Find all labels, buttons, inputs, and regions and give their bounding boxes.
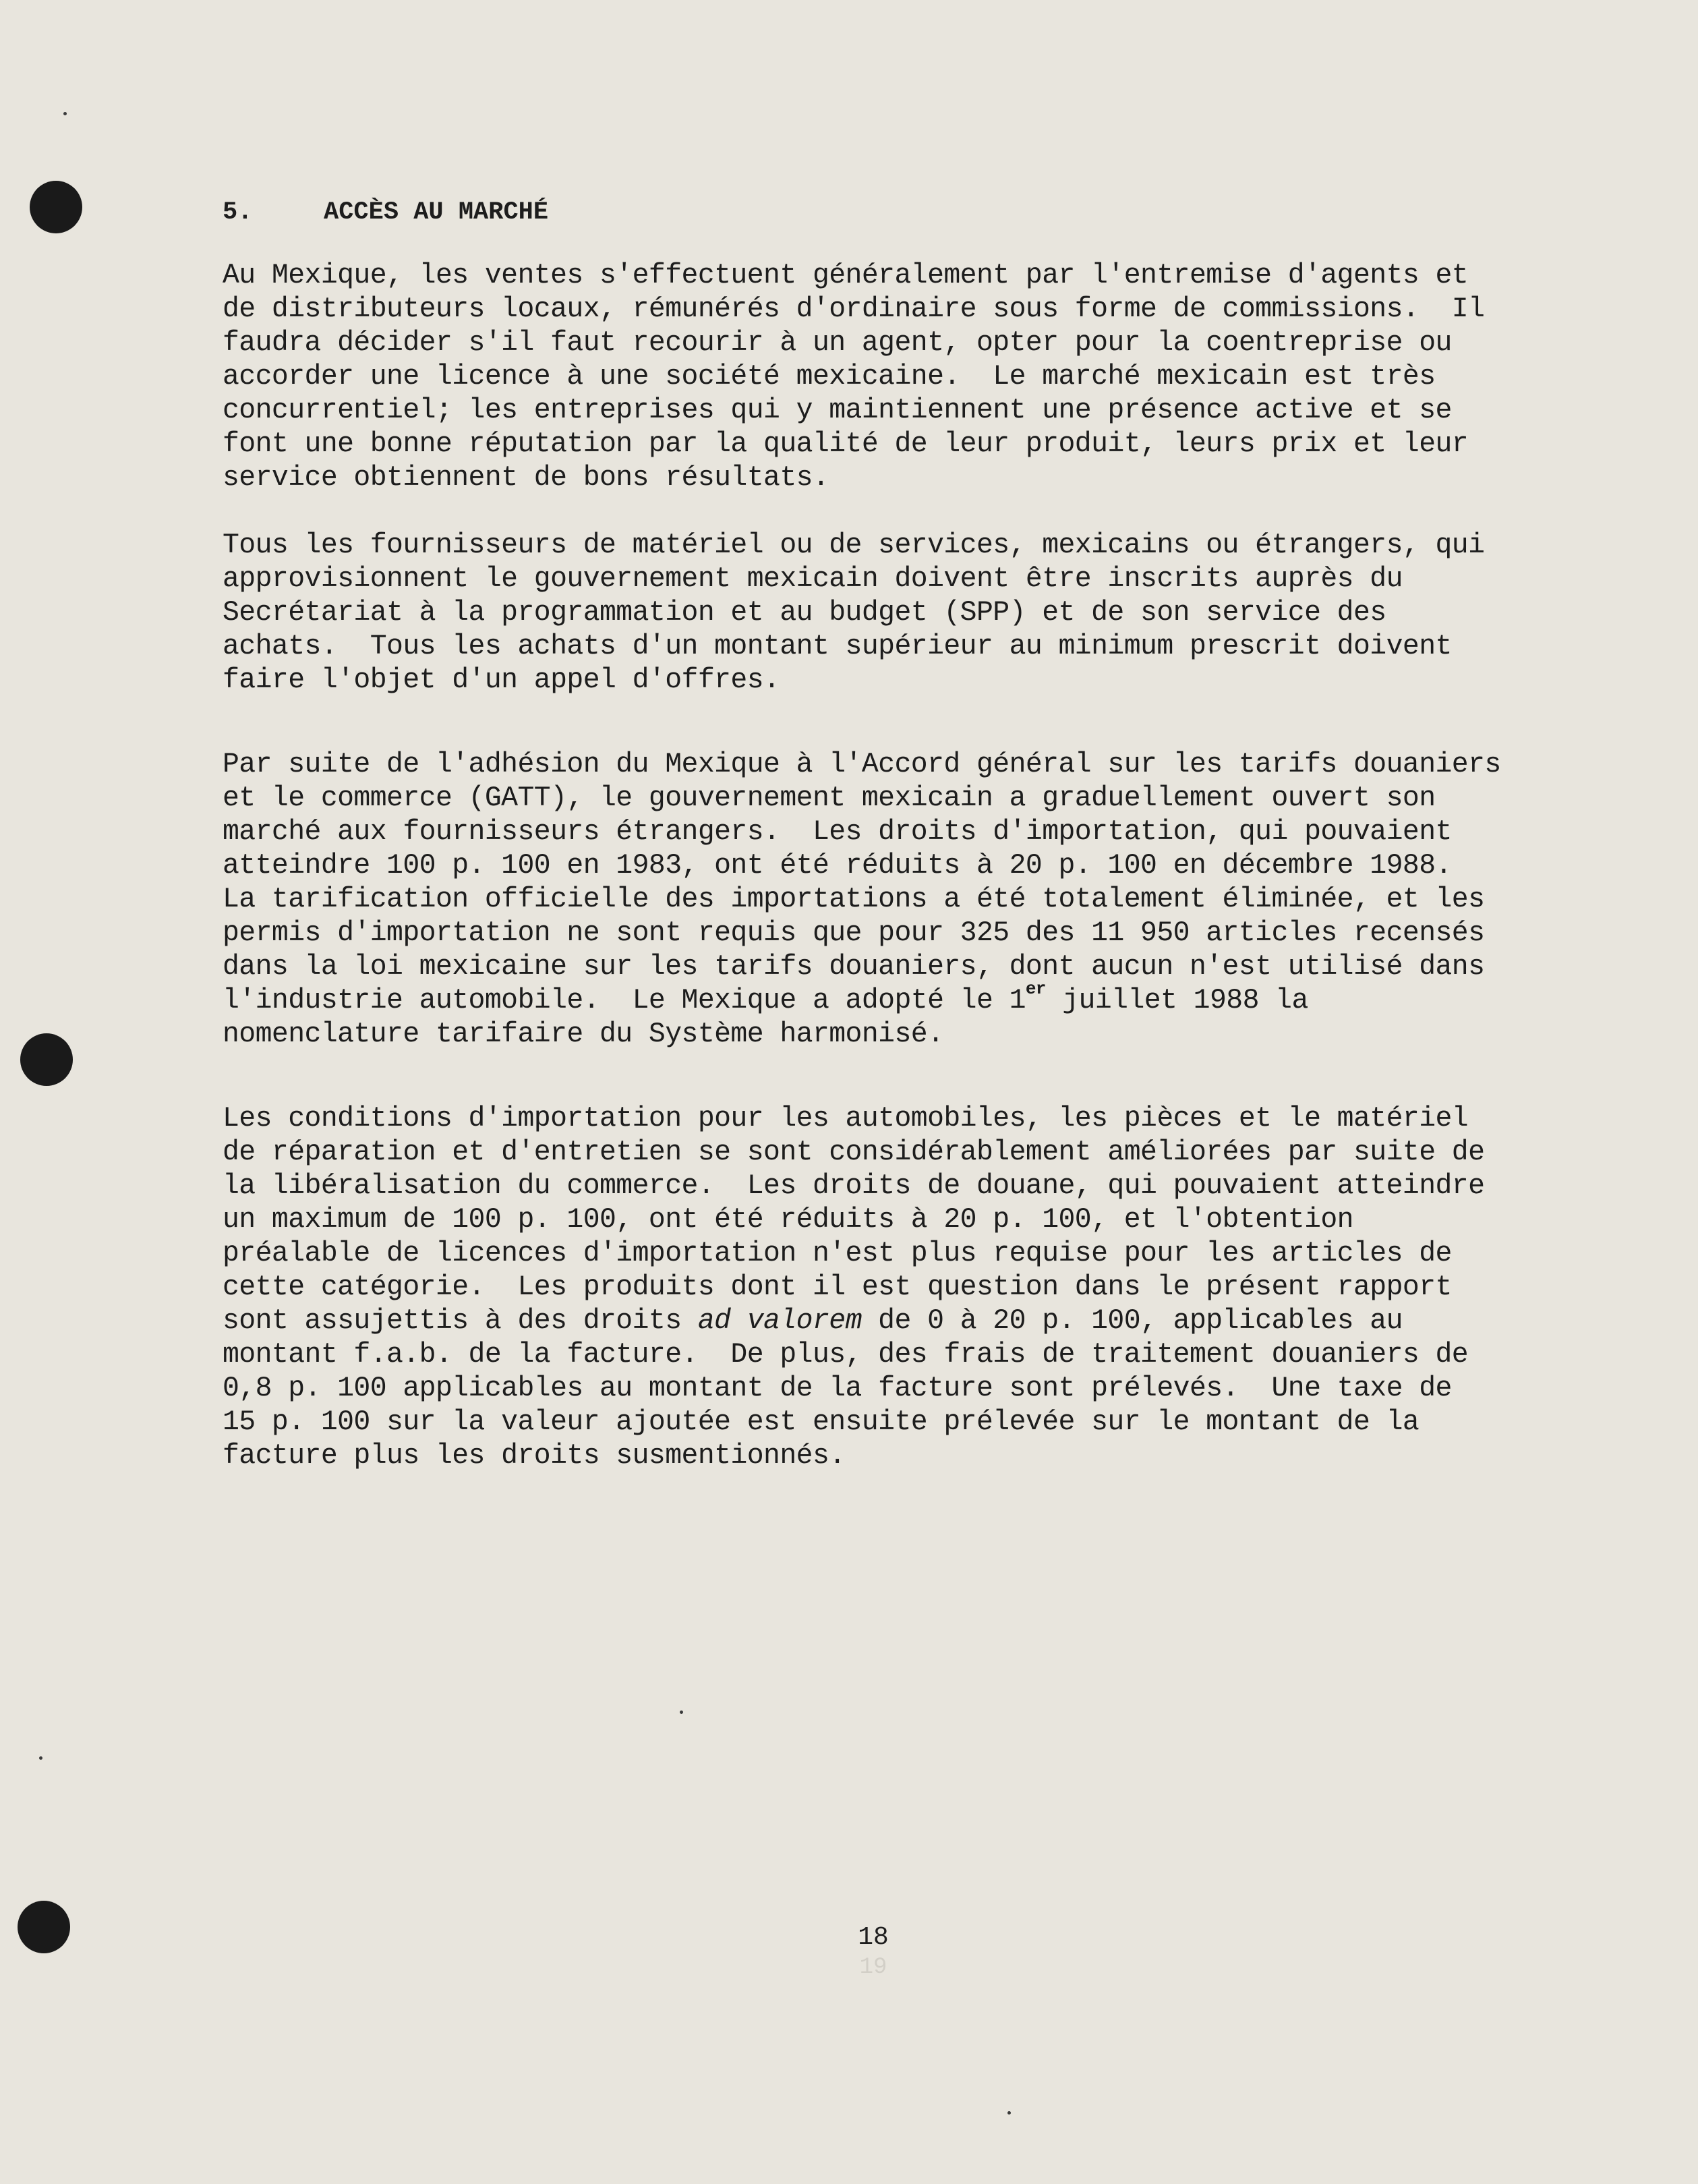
- section-number: 5.: [223, 198, 253, 227]
- text-line: La tarification officielle des importations a été totalement éliminée, et les: [223, 884, 1485, 915]
- text-line: nomenclature tarifaire du Système harmonisé.: [223, 1018, 944, 1050]
- text-line: faire l'objet d'un appel d'offres.: [223, 664, 780, 696]
- document-body: [223, 196, 1571, 1507]
- text-line: préalable de licences d'importation n'est plus requise pour les articles de: [223, 1238, 1452, 1269]
- text-line: font une bonne réputation par la qualité de leur produit, leurs prix et leur: [223, 428, 1469, 460]
- text-line: atteindre 100 p. 100 en 1983, ont été réduits à 20 p. 100 en décembre 1988.: [223, 850, 1452, 882]
- text-run: de 0 à 20 p. 100, applicables au: [861, 1305, 1403, 1337]
- text-line: marché aux fournisseurs étrangers. Les droits d'importation, qui pouvaient: [223, 816, 1452, 848]
- text-line: service obtiennent de bons résultats.: [223, 462, 829, 494]
- paper-speck: [39, 1756, 42, 1760]
- text-line: Secrétariat à la programmation et au budget (SPP) et de son service des: [223, 597, 1386, 629]
- text-line: un maximum de 100 p. 100, ont été réduits à 20 p. 100, et l'obtention: [223, 1204, 1353, 1236]
- text-line: achats. Tous les achats d'un montant supérieur au minimum prescrit doivent: [223, 631, 1452, 662]
- italic-term: ad valorem: [697, 1305, 862, 1337]
- text-line: de réparation et d'entretien se sont considérablement améliorées par suite de: [223, 1137, 1485, 1168]
- binder-hole-bottom: [18, 1901, 70, 1953]
- text-line-with-italic: [223, 1304, 1571, 1338]
- text-line: Tous les fournisseurs de matériel ou de services, mexicains ou étrangers, qui: [223, 529, 1485, 561]
- paper-speck: [680, 1711, 683, 1714]
- text-line: Au Mexique, les ventes s'effectuent généralement par l'entremise d'agents et: [223, 260, 1469, 291]
- paragraph-gatt: [223, 748, 1571, 1052]
- text-run: sont assujettis à des droits: [223, 1305, 698, 1337]
- text-line: permis d'importation ne sont requis que pour 325 des 11 950 articles recensés: [223, 917, 1485, 949]
- page-number: 18: [858, 1923, 889, 1952]
- text-line: concurrentiel; les entreprises qui y maintiennent une présence active et se: [223, 395, 1452, 426]
- text-line: et le commerce (GATT), le gouvernement mexicain a graduellement ouvert son: [223, 782, 1436, 814]
- text-line: montant f.a.b. de la facture. De plus, des frais de traitement douaniers de: [223, 1339, 1469, 1371]
- text-line: faudra décider s'il faut recourir à un agent, opter pour la coentreprise ou: [223, 327, 1452, 359]
- text-line: approvisionnent le gouvernement mexicain doivent être inscrits auprès du: [223, 563, 1403, 595]
- text-line: la libéralisation du commerce. Les droits de douane, qui pouvaient atteindre: [223, 1170, 1485, 1202]
- text-line: dans la loi mexicaine sur les tarifs douaniers, dont aucun n'est utilisé dans: [223, 951, 1485, 983]
- paper-speck: [1007, 2111, 1011, 2115]
- section-heading: [223, 196, 1571, 229]
- text-line: 15 p. 100 sur la valeur ajoutée est ensuite prélevée sur le montant de la: [223, 1406, 1419, 1438]
- bleed-through-page-number: 19: [859, 1955, 887, 1980]
- binder-hole-top: [30, 181, 82, 233]
- ordinal-superscript: er: [1025, 979, 1046, 1000]
- paragraph-suppliers: [223, 529, 1571, 697]
- paragraph-import-conditions: [223, 1102, 1571, 1473]
- text-line: cette catégorie. Les produits dont il est question dans le présent rapport: [223, 1271, 1452, 1303]
- text-line: 0,8 p. 100 applicables au montant de la facture sont prélevés. Une taxe de: [223, 1373, 1452, 1404]
- binder-hole-middle: [20, 1033, 73, 1086]
- text-line: facture plus les droits susmentionnés.: [223, 1440, 846, 1472]
- text-run: l'industrie automobile. Le Mexique a adopté le 1: [223, 985, 1026, 1016]
- text-run: juillet 1988 la: [1045, 985, 1308, 1016]
- section-title: ACCÈS AU MARCHÉ: [324, 198, 549, 227]
- paper-speck: [63, 112, 67, 115]
- text-line: Les conditions d'importation pour les automobiles, les pièces et le matériel: [223, 1103, 1469, 1134]
- text-line: accorder une licence à une société mexicaine. Le marché mexicain est très: [223, 361, 1436, 393]
- text-line: de distributeurs locaux, rémunérés d'ordinaire sous forme de commissions. Il: [223, 293, 1485, 325]
- paragraph-market-access: [223, 259, 1571, 495]
- text-line-with-superscript: [223, 979, 1571, 1018]
- text-line: Par suite de l'adhésion du Mexique à l'Accord général sur les tarifs douaniers: [223, 749, 1501, 780]
